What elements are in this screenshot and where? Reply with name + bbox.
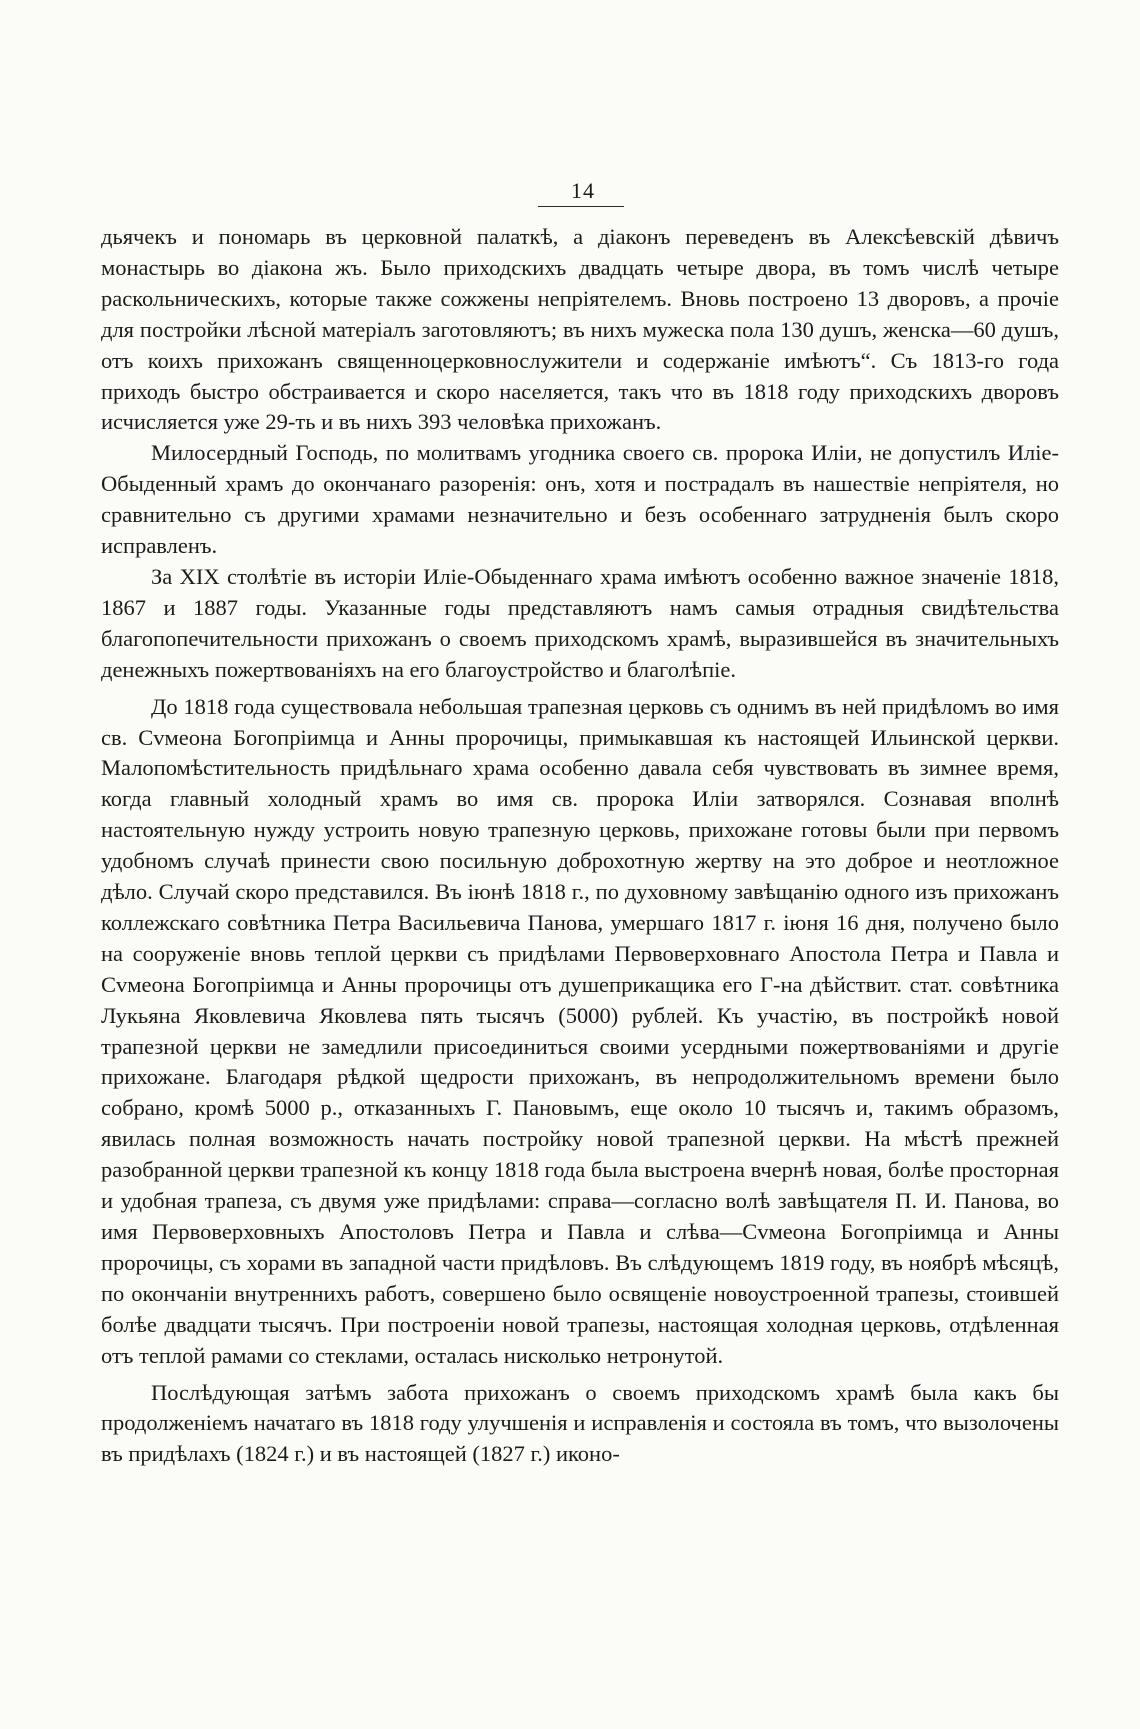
page-number-block (540, 178, 626, 204)
paragraph-5: Послѣдующая затѣмъ забота прихожанъ о своемъ приходскомъ храмѣ была какъ бы продолженіемъ начатаго въ 1818 году улучшенія и исправленія и состояла въ томъ, что вызолочены въ придѣлахъ (1824 г.) и въ настоящей (1827 г.) иконо- (101, 1379, 1059, 1467)
paragraph-3: За XIX столѣтіе въ исторіи Иліе-Обыденнаго храма имѣютъ особенно важное значеніе 1818, 1867 и 1887 годы. Указанные годы представляютъ намъ самыя отрадныя свидѣтельства благопопечительности прихожанъ о своемъ приходскомъ храмѣ, выразившейся въ значительныхъ денежныхъ пожертвованіяхъ на его благоустройство и благолѣпіе. (101, 563, 1059, 682)
body-text (101, 222, 1059, 1470)
page-number-rule (538, 206, 624, 207)
paragraph-1: дьячекъ и пономарь въ церковной палаткѣ, а діаконъ переведенъ въ Алексѣевскій дѣвичъ монастырь во діакона жъ. Было приходскихъ двадцать четыре двора, въ томъ числѣ четыре раскольническихъ, которые также сожжены непріятелемъ. Вновь построено 13 дворовъ, а прочіе для постройки лѣсной матеріалъ заготовляютъ; въ нихъ мужеска пола 130 душъ, женска—60 душъ, отъ коихъ прихожанъ священноцерковнослужители и содержаніе имѣютъ“. Съ 1813-го года приходъ быстро обстраивается и скоро населяется, такъ что въ 1818 году приходскихъ дворовъ исчисляется уже 29-ть и въ нихъ 393 человѣка прихожанъ. (101, 224, 1059, 435)
page-number: 14 (571, 178, 595, 203)
paragraph-4: До 1818 года существовала небольшая трапезная церковь съ однимъ въ ней придѣломъ во имя св. Сvмеона Богопріимца и Анны пророчицы, примыкавшая къ настоящей Ильинской церкви. Малопомѣстительность придѣльнаго храма особенно давала себя чувствовать въ зимнее время, когда главный холодный храмъ во имя св. пророка Иліи затворялся. Сознавая вполнѣ настоятельную нужду устроить новую трапезную церковь, прихожане готовы были при первомъ удобномъ случаѣ принести свою посильную доброхотную жертву на это доброе и неотложное дѣло. Случай скоро представился. Въ іюнѣ 1818 г., по духовному завѣщанію одного изъ прихожанъ коллежскаго совѣтника Петра Васильевича Панова, умершаго 1817 г. іюня 16 дня, получено было на сооруженіе вновь теплой церкви съ придѣлами Первоверховнаго Апостола Петра и Павла и Сvмеона Богопріимца и Анны пророчицы отъ душеприкащика его Г-на дѣйствит. стат. совѣтника Лукьяна Яковлевича Яковлева пять тысячъ (5000) рублей. Къ участію, въ постройкѣ новой трапезной церкви не замедлили присоединиться своими усердными пожертвованіями и другіе прихожане. Благодаря рѣдкой щедрости прихожанъ, въ непродолжительномъ времени было собрано, кромѣ 5000 р., отказанныхъ Г. Пановымъ, еще около 10 тысячъ и, такимъ образомъ, явилась полная возможность начать постройку новой трапезной церкви. На мѣстѣ прежней разобранной церкви трапезной къ концу 1818 года была выстроена вчернѣ новая, болѣе просторная и удобная трапеза, съ двумя уже придѣлами: справа—согласно волѣ завѣщателя П. И. Панова, во имя Первоверховныхъ Апостоловъ Петра и Павла и слѣва—Сvмеона Богопріимца и Анны пророчицы, съ хорами въ западной части придѣловъ. Въ слѣдующемъ 1819 году, въ ноябрѣ мѣсяцѣ, по окончаніи внутреннихъ работъ, совершено было освященіе новоустроенной трапезы, стоившей болѣе двадцати тысячъ. При построеніи новой трапезы, настоящая холодная церковь, отдѣленная отъ теплой рамами со стеклами, осталась нисколько нетронутой. (101, 693, 1059, 1368)
paragraph-2: Милосердный Господь, по молитвамъ угодника своего св. пророка Иліи, не допустилъ Иліе-Обыденный храмъ до окончанаго разоренія: онъ, хотя и пострадалъ въ нашествіе непріятеля, но сравнительно съ другими храмами незначительно и безъ особеннаго затрудненія былъ скоро исправленъ. (101, 440, 1059, 559)
